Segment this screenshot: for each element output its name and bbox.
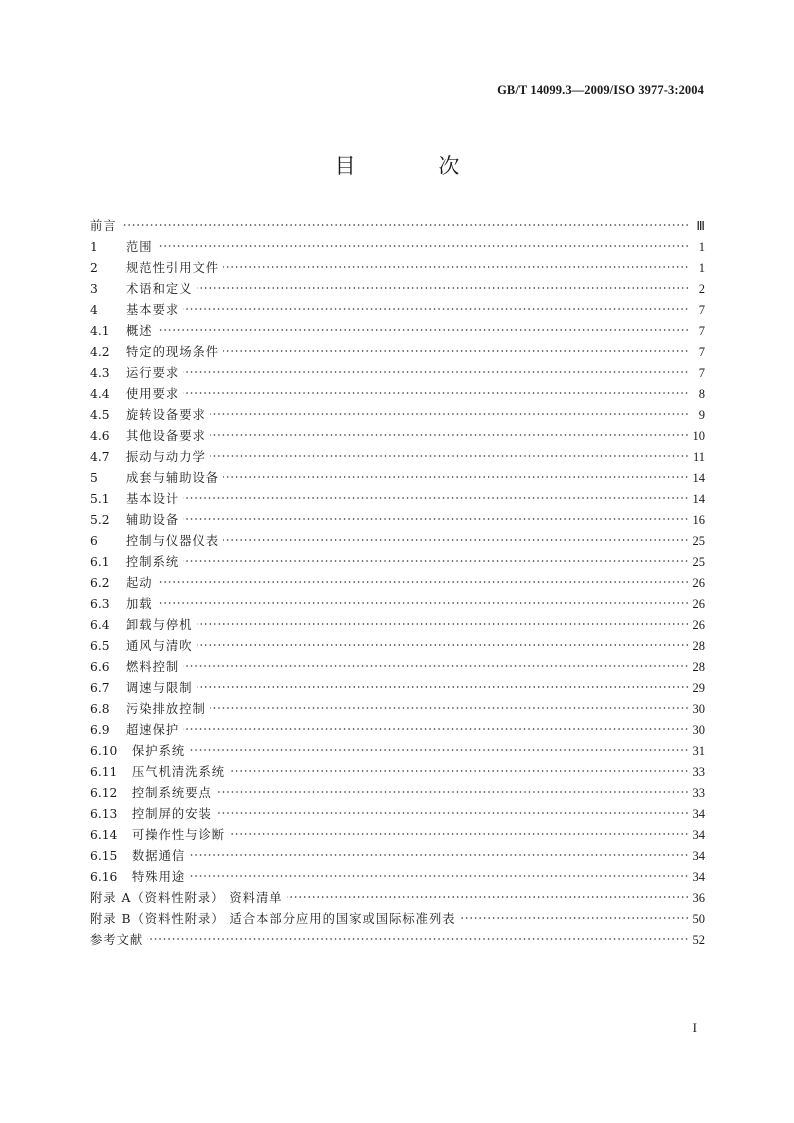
toc-entry-page: 26 <box>692 597 705 611</box>
toc-entry-title: 数据通信 <box>132 849 186 863</box>
toc-entry-title: 基本设计 <box>126 492 180 506</box>
toc-entry-page: 34 <box>692 870 705 884</box>
toc-entry-title: 控制屏的安装 <box>132 807 212 821</box>
toc-leader-dots <box>183 517 689 521</box>
toc-entry-number: 6.14 <box>90 828 118 842</box>
toc-entry-number: 6.7 <box>90 681 110 695</box>
toc-entry-number: 6.4 <box>90 618 110 632</box>
page-title: 目 次 <box>334 154 498 178</box>
toc-leader-dots <box>229 832 689 836</box>
toc-entry-number: 6.15 <box>90 849 118 863</box>
toc-leader-dots <box>210 412 689 416</box>
toc-entry-number: 2 <box>90 261 98 275</box>
toc-entry[interactable] <box>90 678 705 699</box>
toc-entry-title: 使用要求 <box>126 387 180 401</box>
toc-entry-page: 33 <box>692 786 705 800</box>
toc-leader-dots <box>216 790 689 794</box>
toc-entry-page: 16 <box>692 513 705 527</box>
toc-leader-dots <box>183 370 689 374</box>
toc-entry-number: 6.2 <box>90 576 110 590</box>
toc-entry-page: Ⅲ <box>696 219 705 233</box>
toc-leader-dots <box>183 559 689 563</box>
toc-entry[interactable] <box>90 510 705 531</box>
toc-entry-title: 成套与辅助设备 <box>126 471 220 485</box>
toc-entry[interactable] <box>90 699 705 720</box>
toc-entry[interactable] <box>90 720 705 741</box>
toc-entry-page: 26 <box>692 576 705 590</box>
toc-entry-title: 范围 <box>126 240 153 254</box>
toc-leader-dots <box>197 685 690 689</box>
toc-entry-number: 6.5 <box>90 639 110 653</box>
toc-leader-dots <box>223 475 689 479</box>
toc-entry[interactable] <box>90 405 705 426</box>
toc-entry-number: 5.2 <box>90 513 110 527</box>
page-number: I <box>692 1020 697 1035</box>
toc-entry-number: 6.3 <box>90 597 110 611</box>
toc-leader-dots <box>157 601 689 605</box>
toc-entry-title: 调速与限制 <box>126 681 193 695</box>
toc-entry[interactable] <box>90 531 705 552</box>
toc-leader-dots <box>183 727 689 731</box>
toc-entry[interactable] <box>90 741 705 762</box>
toc-leader-dots <box>157 328 689 332</box>
toc-entry[interactable] <box>90 909 705 930</box>
toc-leader-dots <box>189 748 689 752</box>
toc-entry-title: 附录 A（资料性附录） 资料清单 <box>90 891 283 905</box>
toc-entry-number: 4.4 <box>90 387 110 401</box>
toc-entry-page: 1 <box>698 261 705 275</box>
toc-entry[interactable] <box>90 426 705 447</box>
toc-leader-dots <box>229 769 689 773</box>
toc-entry-title: 控制系统 <box>126 555 180 569</box>
toc-entry-title: 特定的现场条件 <box>126 345 220 359</box>
toc-entry[interactable] <box>90 762 705 783</box>
toc-entry[interactable] <box>90 363 705 384</box>
toc-leader-dots <box>210 454 689 458</box>
toc-entry-page: 10 <box>692 429 705 443</box>
toc-entry-page: 30 <box>692 702 705 716</box>
toc-entry-number: 4.7 <box>90 450 110 464</box>
toc-entry-title: 其他设备要求 <box>126 429 206 443</box>
toc-entry[interactable] <box>90 552 705 573</box>
toc-entry[interactable] <box>90 615 705 636</box>
toc-entry-page: 14 <box>692 492 705 506</box>
toc-leader-dots <box>157 244 689 248</box>
toc-entry-number: 6.8 <box>90 702 110 716</box>
toc-leader-dots <box>189 853 689 857</box>
toc-leader-dots <box>183 496 689 500</box>
toc-entry[interactable] <box>90 216 705 237</box>
toc-entry[interactable] <box>90 342 705 363</box>
toc-entry[interactable] <box>90 930 705 951</box>
toc-entry-title: 辅助设备 <box>126 513 180 527</box>
toc-entry-number: 5 <box>90 471 98 485</box>
toc-leader-dots <box>210 433 689 437</box>
toc-entry-title: 参考文献 <box>90 933 144 947</box>
toc-entry-page: 52 <box>692 933 705 947</box>
toc-entry-number: 6.1 <box>90 555 110 569</box>
toc-leader-dots <box>223 265 689 269</box>
toc-entry-page: 9 <box>698 408 705 422</box>
toc-entry-title: 污染排放控制 <box>126 702 206 716</box>
table-of-contents <box>90 216 705 951</box>
toc-leader-dots <box>223 349 689 353</box>
toc-entry-number: 5.1 <box>90 492 110 506</box>
toc-entry-number: 4.2 <box>90 345 110 359</box>
toc-leader-dots <box>216 811 689 815</box>
toc-entry-number: 1 <box>90 240 98 254</box>
toc-entry-page: 7 <box>698 345 705 359</box>
toc-leader-dots <box>197 286 690 290</box>
toc-entry-title: 保护系统 <box>132 744 186 758</box>
toc-entry-page: 28 <box>692 660 705 674</box>
toc-entry[interactable] <box>90 447 705 468</box>
toc-entry[interactable] <box>90 300 705 321</box>
toc-entry-number: 4.5 <box>90 408 110 422</box>
toc-entry-page: 33 <box>692 765 705 779</box>
toc-entry[interactable] <box>90 846 705 867</box>
toc-entry-title: 可操作性与诊断 <box>132 828 226 842</box>
toc-entry-title: 旋转设备要求 <box>126 408 206 422</box>
toc-entry-title: 附录 B（资料性附录） 适合本部分应用的国家或国际标准列表 <box>90 912 456 926</box>
toc-entry-title: 控制与仪器仪表 <box>126 534 220 548</box>
toc-entry-number: 3 <box>90 282 98 296</box>
toc-entry-page: 26 <box>692 618 705 632</box>
toc-entry-title: 前言 <box>90 219 117 233</box>
toc-leader-dots <box>197 643 690 647</box>
toc-entry-number: 6 <box>90 534 98 548</box>
toc-entry[interactable] <box>90 804 705 825</box>
toc-entry-title: 卸载与停机 <box>126 618 193 632</box>
toc-leader-dots <box>460 916 689 920</box>
toc-entry-page: 1 <box>698 240 705 254</box>
toc-entry[interactable] <box>90 279 705 300</box>
toc-entry[interactable] <box>90 657 705 678</box>
toc-entry-title: 通风与清吹 <box>126 639 193 653</box>
toc-entry-page: 29 <box>692 681 705 695</box>
toc-leader-dots <box>210 706 689 710</box>
toc-entry[interactable] <box>90 867 705 888</box>
toc-entry[interactable] <box>90 237 705 258</box>
toc-entry-number: 6.12 <box>90 786 118 800</box>
toc-leader-dots <box>183 391 689 395</box>
toc-entry-page: 31 <box>692 744 705 758</box>
toc-entry-number: 6.11 <box>90 765 118 779</box>
toc-entry[interactable] <box>90 468 705 489</box>
toc-entry-page: 7 <box>698 324 705 338</box>
toc-leader-dots <box>147 937 689 941</box>
toc-entry-number: 6.16 <box>90 870 118 884</box>
toc-entry-page: 34 <box>692 849 705 863</box>
toc-entry-page: 25 <box>692 534 705 548</box>
toc-entry-page: 11 <box>692 450 705 464</box>
toc-entry[interactable] <box>90 384 705 405</box>
toc-leader-dots <box>197 622 690 626</box>
toc-entry-title: 起动 <box>126 576 153 590</box>
toc-entry[interactable] <box>90 783 705 804</box>
toc-entry-number: 6.10 <box>90 744 118 758</box>
toc-entry-title: 控制系统要点 <box>132 786 212 800</box>
toc-entry[interactable] <box>90 825 705 846</box>
toc-entry[interactable] <box>90 489 705 510</box>
toc-entry-title: 压气机清洗系统 <box>132 765 226 779</box>
toc-entry-page: 36 <box>692 891 705 905</box>
toc-entry[interactable] <box>90 321 705 342</box>
toc-leader-dots <box>183 664 689 668</box>
toc-entry-title: 规范性引用文件 <box>126 261 220 275</box>
toc-entry-page: 7 <box>698 366 705 380</box>
toc-entry-page: 34 <box>692 828 705 842</box>
toc-leader-dots <box>121 223 689 227</box>
toc-entry-number: 4 <box>90 303 98 317</box>
toc-entry-number: 4.3 <box>90 366 110 380</box>
toc-leader-dots <box>287 895 689 899</box>
standard-code: GB/T 14099.3—2009/ISO 3977-3:2004 <box>497 83 704 97</box>
toc-entry-page: 34 <box>692 807 705 821</box>
toc-entry-page: 8 <box>698 387 705 401</box>
toc-leader-dots <box>223 538 689 542</box>
toc-entry-number: 6.9 <box>90 723 110 737</box>
toc-entry[interactable] <box>90 258 705 279</box>
toc-entry-page: 50 <box>692 912 705 926</box>
toc-entry-page: 2 <box>698 282 705 296</box>
toc-entry-page: 25 <box>692 555 705 569</box>
toc-entry[interactable] <box>90 636 705 657</box>
toc-entry-title: 超速保护 <box>126 723 180 737</box>
toc-entry-page: 28 <box>692 639 705 653</box>
toc-leader-dots <box>157 580 689 584</box>
toc-entry[interactable] <box>90 888 705 909</box>
toc-entry-number: 4.6 <box>90 429 110 443</box>
toc-entry-title: 运行要求 <box>126 366 180 380</box>
toc-entry[interactable] <box>90 594 705 615</box>
toc-entry[interactable] <box>90 573 705 594</box>
toc-leader-dots <box>189 874 689 878</box>
toc-entry-number: 6.13 <box>90 807 118 821</box>
toc-leader-dots <box>183 307 689 311</box>
toc-entry-page: 7 <box>698 303 705 317</box>
toc-entry-title: 加载 <box>126 597 153 611</box>
toc-entry-title: 振动与动力学 <box>126 450 206 464</box>
toc-entry-page: 30 <box>692 723 705 737</box>
toc-entry-title: 术语和定义 <box>126 282 193 296</box>
toc-entry-title: 概述 <box>126 324 153 338</box>
toc-entry-title: 燃料控制 <box>126 660 180 674</box>
toc-entry-title: 基本要求 <box>126 303 180 317</box>
toc-entry-number: 6.6 <box>90 660 110 674</box>
toc-entry-number: 4.1 <box>90 324 110 338</box>
toc-entry-page: 14 <box>692 471 705 485</box>
toc-entry-title: 特殊用途 <box>132 870 186 884</box>
